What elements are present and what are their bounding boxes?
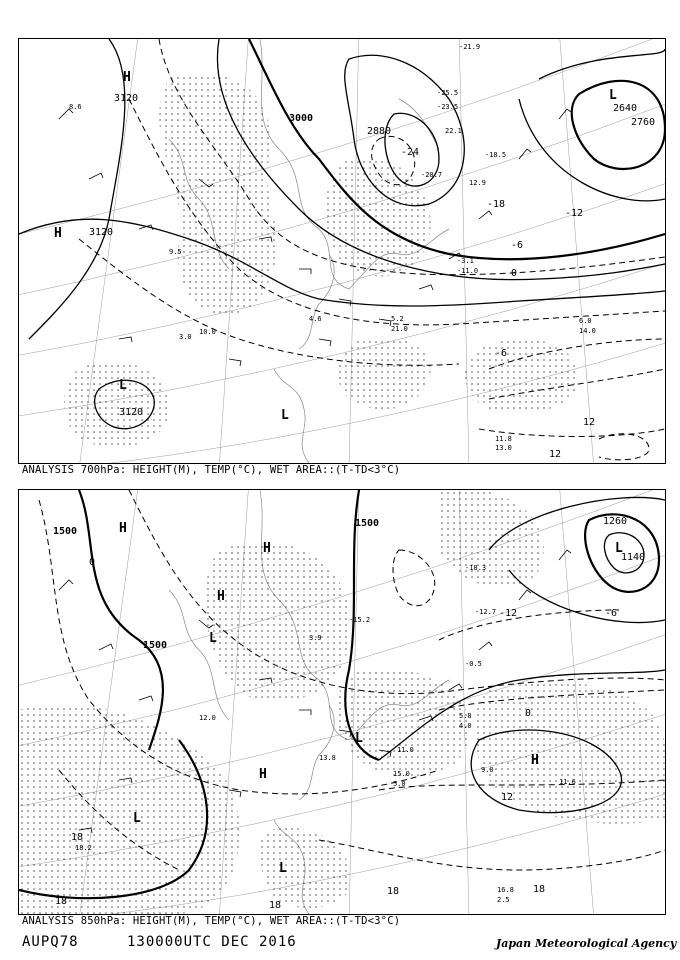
high-pressure-marker: H [123, 70, 131, 85]
station-value: 21.0 [391, 325, 408, 333]
temperature-label: -12 [499, 608, 518, 619]
high-pressure-marker: H [217, 589, 225, 604]
station-value: 5.0 [393, 780, 406, 788]
station-value: 9.5 [169, 248, 182, 256]
station-value: -0.5 [465, 660, 482, 668]
height-label: 3120 [119, 407, 144, 418]
low-pressure-marker: L [209, 631, 217, 646]
temperature-label: 18 [71, 832, 84, 843]
station-value: 6.0 [579, 317, 592, 325]
station-value: -11.0 [457, 267, 479, 275]
valid-time: 130000UTC DEC 2016 [127, 934, 297, 950]
panel-caption-700hpa: ANALYSIS 700hPa: HEIGHT(M), TEMP(°C), WET AREA::(T-TD<3°C) [22, 464, 401, 476]
temperature-label: 18 [269, 900, 282, 911]
high-pressure-marker: H [119, 521, 127, 536]
station-value: -15.2 [349, 616, 371, 624]
height-label: 1260 [603, 516, 628, 527]
panel-caption-850hpa: ANALYSIS 850hPa: HEIGHT(M), TEMP(°C), WET AREA::(T-TD<3°C) [22, 915, 401, 927]
high-pressure-marker: H [259, 767, 267, 782]
low-pressure-marker: L [119, 378, 127, 393]
station-value: -18.3 [465, 564, 487, 572]
station-value: -23.5 [437, 103, 459, 111]
station-value: -21.9 [459, 43, 481, 51]
low-pressure-marker: L [279, 861, 287, 876]
station-value: 13.0 [495, 444, 512, 452]
station-value: 4.0 [459, 722, 472, 730]
station-value: 11.8 [495, 435, 512, 443]
low-pressure-marker: L [133, 811, 141, 826]
wind-barbs [59, 109, 571, 366]
map-panel-700hpa [18, 38, 666, 464]
station-value: 9.0 [481, 766, 494, 774]
temperature-label: -18 [487, 199, 506, 210]
agency-name: Japan Meteorological Agency [496, 937, 677, 950]
station-value: 15.0 [393, 770, 410, 778]
low-pressure-marker: L [355, 731, 363, 746]
station-value: -25.5 [437, 89, 459, 97]
station-value: 12.9 [469, 179, 486, 187]
chart-identifier: AUPQ78 [22, 934, 79, 950]
temperature-label: 0 [511, 268, 518, 279]
station-value: 5.2 [391, 315, 404, 323]
low-pressure-marker: L [609, 88, 617, 103]
temperature-label: -12 [565, 208, 584, 219]
low-pressure-marker: L [281, 408, 289, 423]
high-pressure-marker: H [54, 226, 62, 241]
station-value: 14.0 [579, 327, 596, 335]
low-pressure-marker: L [615, 541, 623, 556]
temperature-label: -6 [495, 348, 508, 359]
temperature-label: 12 [583, 417, 596, 428]
station-value: -20.7 [421, 171, 443, 179]
height-label: 1500 [143, 640, 168, 651]
station-value: -18.5 [485, 151, 507, 159]
height-label: 3000 [289, 113, 314, 124]
station-value: 18.2 [75, 844, 92, 852]
temperature-label: -6 [605, 608, 618, 619]
wet-areas [64, 74, 579, 447]
high-pressure-marker: H [531, 753, 539, 768]
height-label: 2760 [631, 117, 656, 128]
height-label: 3120 [114, 93, 139, 104]
station-value: 11.6 [559, 778, 576, 786]
station-value: -3.1 [457, 257, 474, 265]
map-700hpa [19, 39, 665, 463]
height-label: 2880 [367, 126, 392, 137]
temperature-label: 12 [501, 792, 514, 803]
station-value: 11.0 [397, 746, 414, 754]
station-value: 3.0 [179, 333, 192, 341]
station-value: 22.1 [445, 127, 462, 135]
station-value: 2.5 [497, 896, 510, 904]
temperature-label: -6 [511, 240, 524, 251]
temperature-label: 12 [549, 449, 562, 460]
temperature-label: 18 [533, 884, 546, 895]
station-value: 16.8 [497, 886, 514, 894]
height-label: 1500 [53, 526, 78, 537]
station-value: 3.9 [309, 634, 322, 642]
temperature-label: 18 [55, 896, 68, 907]
station-value: -12.7 [475, 608, 497, 616]
station-value: 4.6 [309, 315, 322, 323]
height-label: 2640 [613, 103, 638, 114]
temperature-label: -24 [401, 147, 420, 158]
station-value: 10.0 [199, 328, 216, 336]
map-panel-850hpa [18, 489, 666, 915]
height-label: 3120 [89, 227, 114, 238]
high-pressure-marker: H [263, 541, 271, 556]
map-850hpa [19, 490, 665, 914]
temperature-label: 18 [387, 886, 400, 897]
temperature-label: 0 [89, 557, 96, 568]
station-value: 13.8 [319, 754, 336, 762]
height-label: 1500 [355, 518, 380, 529]
station-value: 8.6 [69, 103, 82, 111]
station-value: 12.0 [199, 714, 216, 722]
height-label: 1140 [621, 552, 646, 563]
station-value: 5.8 [459, 712, 472, 720]
temperature-label: 0 [525, 708, 532, 719]
wet-areas [19, 490, 665, 914]
